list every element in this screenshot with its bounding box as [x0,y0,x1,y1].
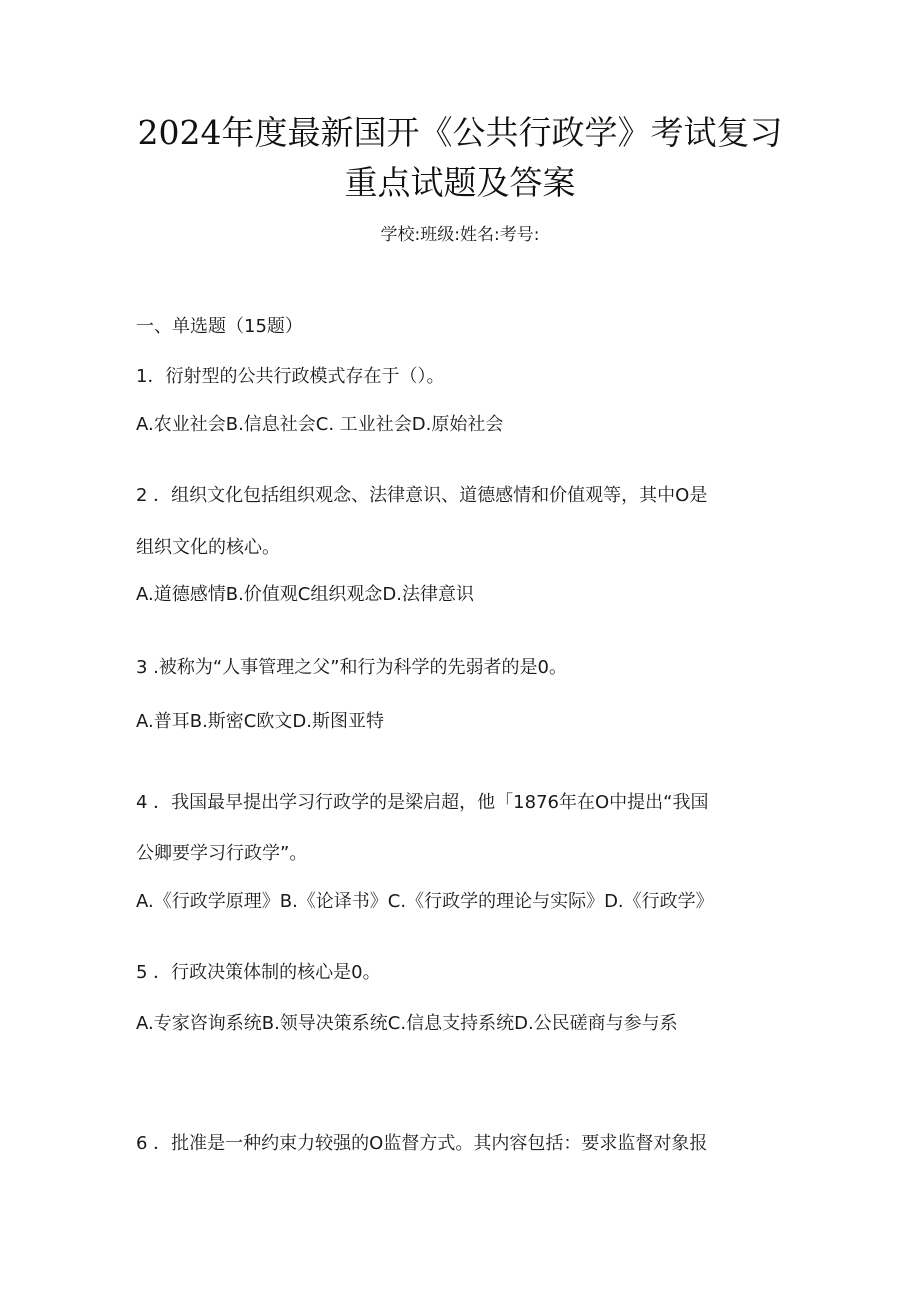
question-2-stem-line-2: 组织文化的核心。 [136,537,280,558]
document-title-line-1: 2024年度最新国开《公共行政学》考试复习 [137,113,783,152]
question-5-stem: 5 ．行政决策体制的核心是0。 [136,962,381,983]
question-2-stem-line-1: 2 ．组织文化包括组织观念、法律意识、道德感情和价值观等，其中O是 [136,485,708,506]
section-heading: 一、单选题（15题） [136,316,303,337]
question-3-options: A.普耳B.斯密C欧文D.斯图亚特 [136,711,384,732]
question-2-options: A.道德感情B.价值观C组织观念D.法律意识 [136,584,474,605]
question-5-options: A.专家咨询系统B.领导决策系统C.信息支持系统D.公民磋商与参与系 [136,1013,678,1034]
question-4-options: A.《行政学原理》B.《论译书》C.《行政学的理论与实际》D.《行政学》 [136,891,714,912]
question-4-stem-line-1: 4 ．我国最早提出学习行政学的是梁启超，他「1876年在O中提出“我国 [136,792,709,813]
student-info-line: 学校:班级:姓名:考号: [380,225,540,245]
document-title-line-2: 重点试题及答案 [344,163,576,202]
question-3-stem: 3 .被称为“人事管理之父”和行为科学的先弱者的是0。 [136,657,567,678]
question-1-stem: 1．衍射型的公共行政模式存在于（）。 [136,366,445,387]
question-1-options: A.农业社会B.信息社会C. 工业社会D.原始社会 [136,414,504,435]
question-6-stem-line-1: 6 ．批准是一种约束力较强的O监督方式。其内容包括：要求监督对象报 [136,1133,708,1154]
question-4-stem-line-2: 公卿要学习行政学”。 [136,843,308,864]
